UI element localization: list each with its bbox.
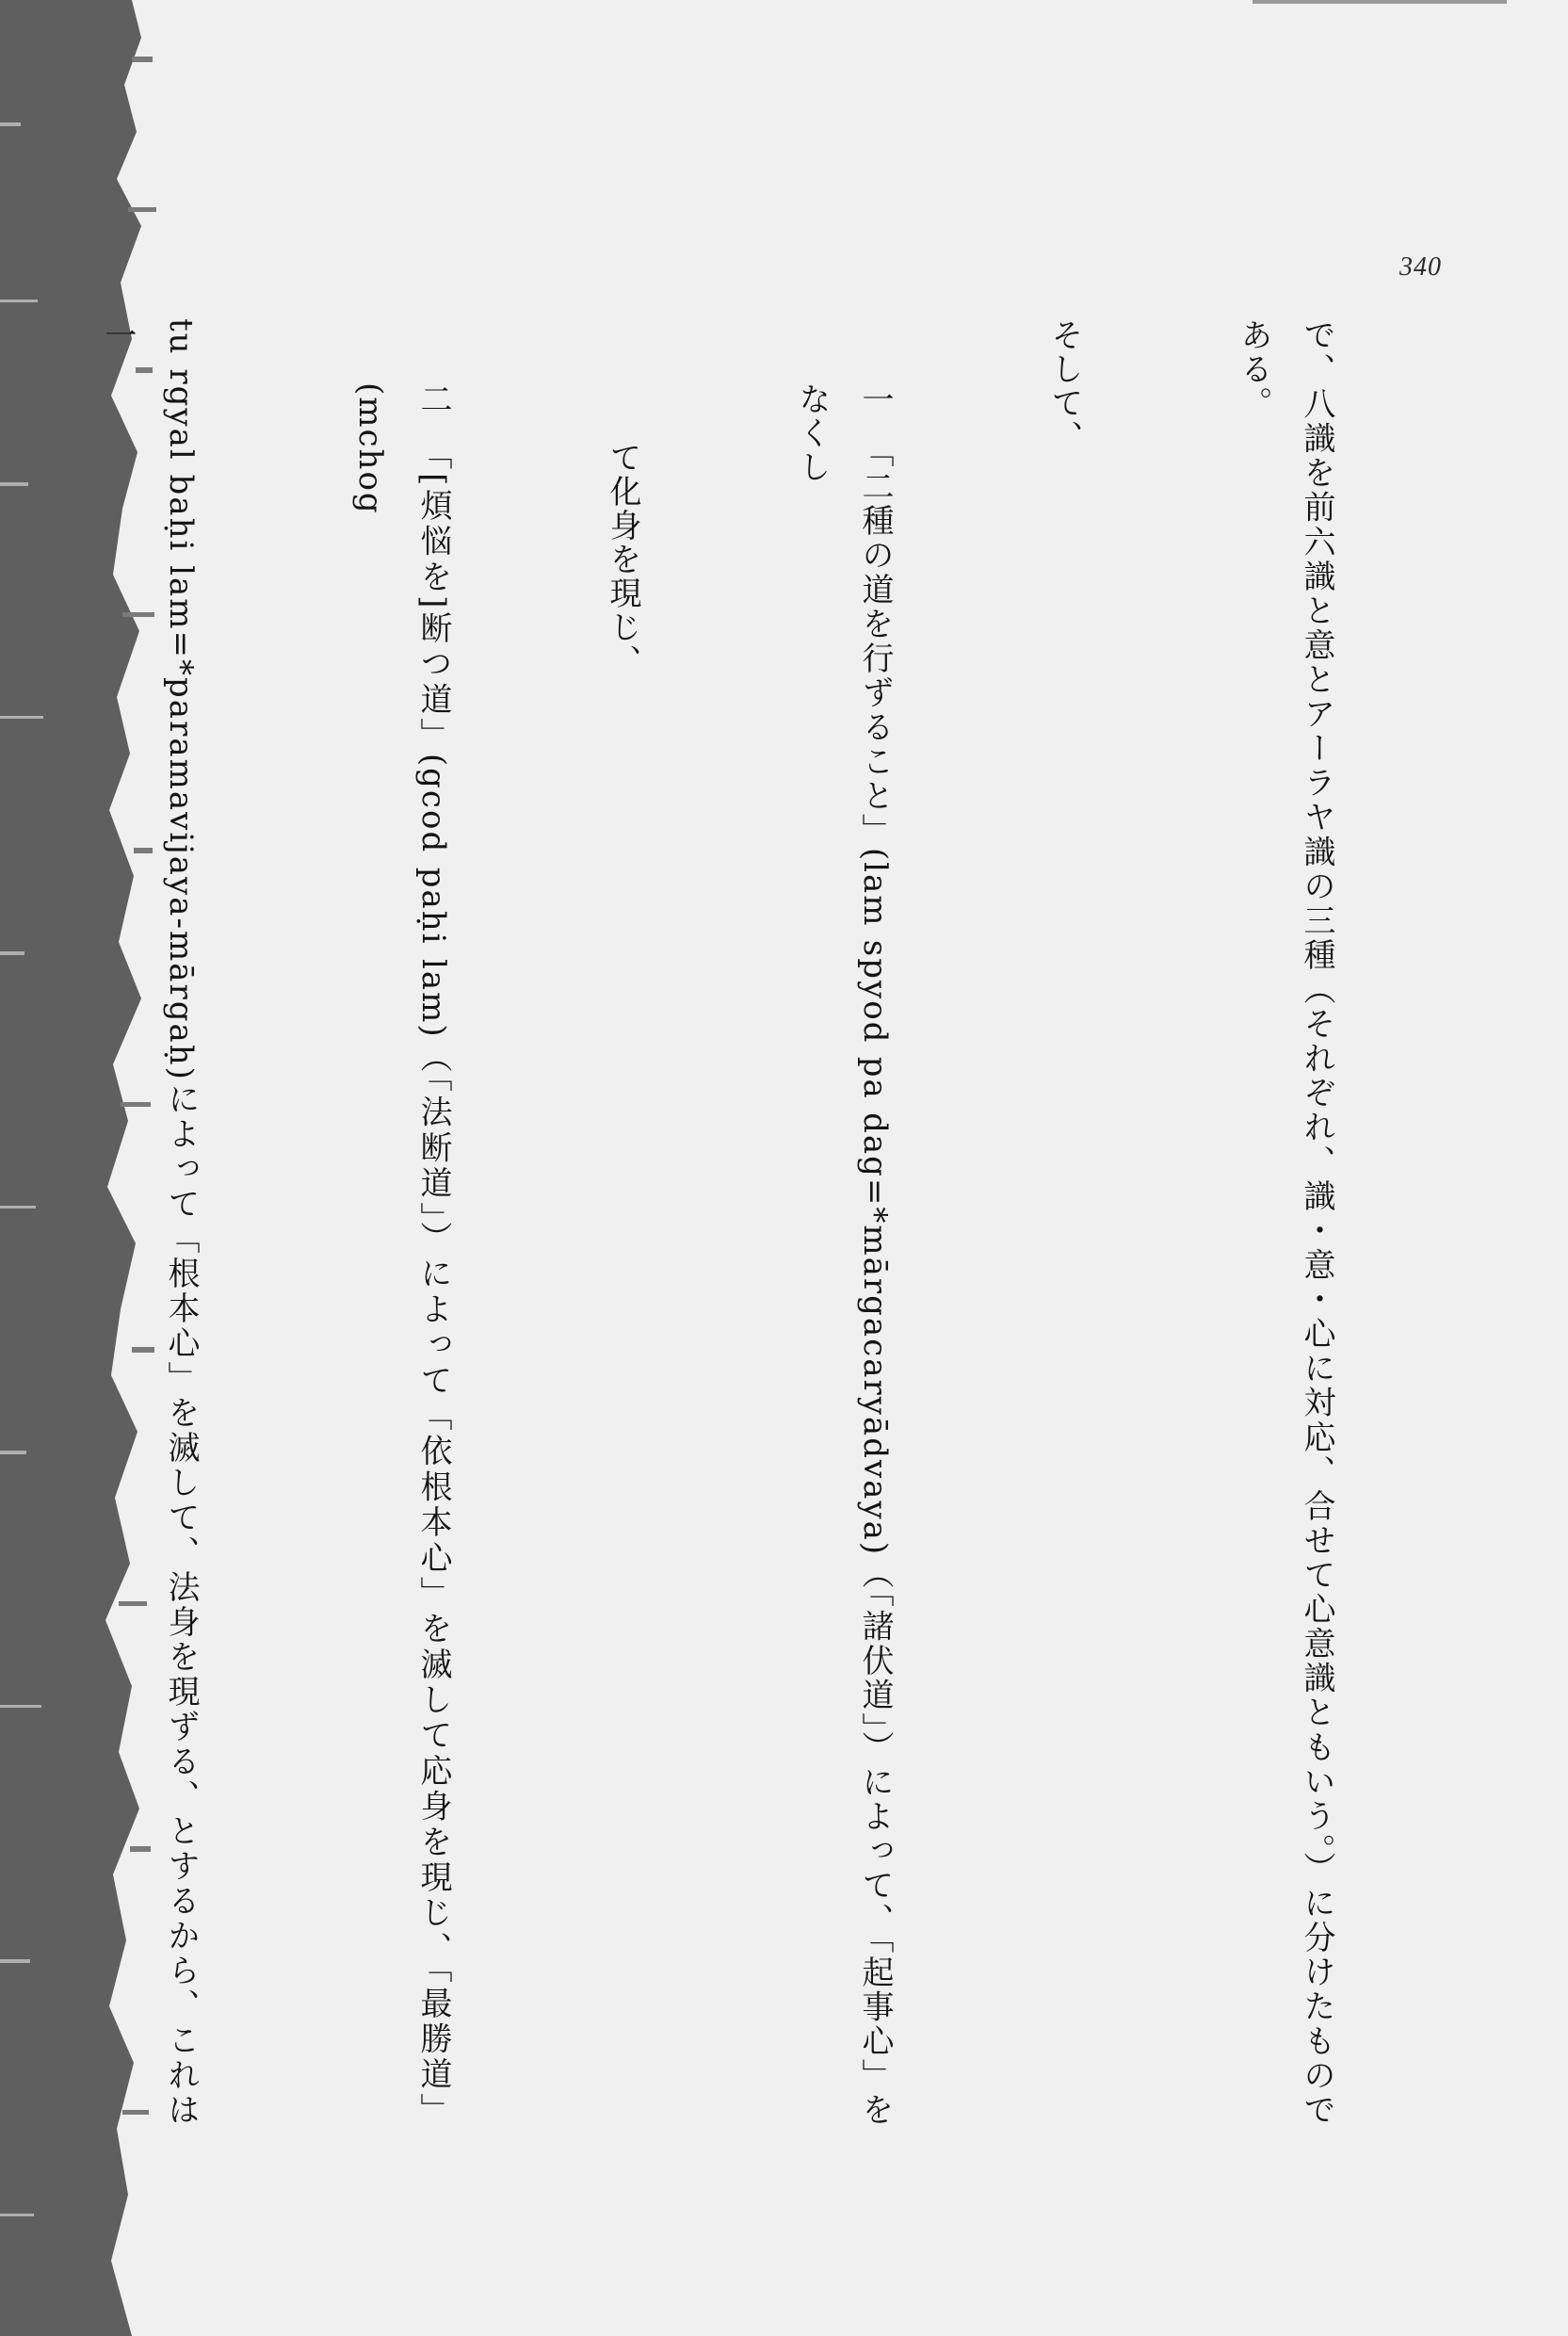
text-line: て化身を現じ、 xyxy=(604,441,641,678)
text-line: tu rgyal baḥi lam=*paramavijaya-mārgaḥ)によって「根本心」を滅して、法身を現ずる、とするから、これは一 xyxy=(99,318,200,2127)
vertical-body-text xyxy=(0,318,1474,2127)
text-line: 二 「[煩悩を]断つ道」(gcod paḥi lam)（「法断道」）によって「依根本心」を滅して応身を現じ、「最勝道」(mchog xyxy=(351,382,452,2127)
page-number: 340 xyxy=(1399,252,1442,282)
text-line: そして、 xyxy=(1045,318,1083,454)
text-line: で、八識を前六識と意とアーラヤ識の三種（それぞれ、識・意・心に対応、合せて心意識ともいう。）に分けたものである。 xyxy=(1235,318,1335,2127)
top-edge-rule xyxy=(1253,0,1507,4)
text-line: 一 「二種の道を行ずること」(lam spyod pa dag=*mārgacaryādvaya)（「諸伏道」）によって、「起事心」をなくし xyxy=(793,382,894,2127)
